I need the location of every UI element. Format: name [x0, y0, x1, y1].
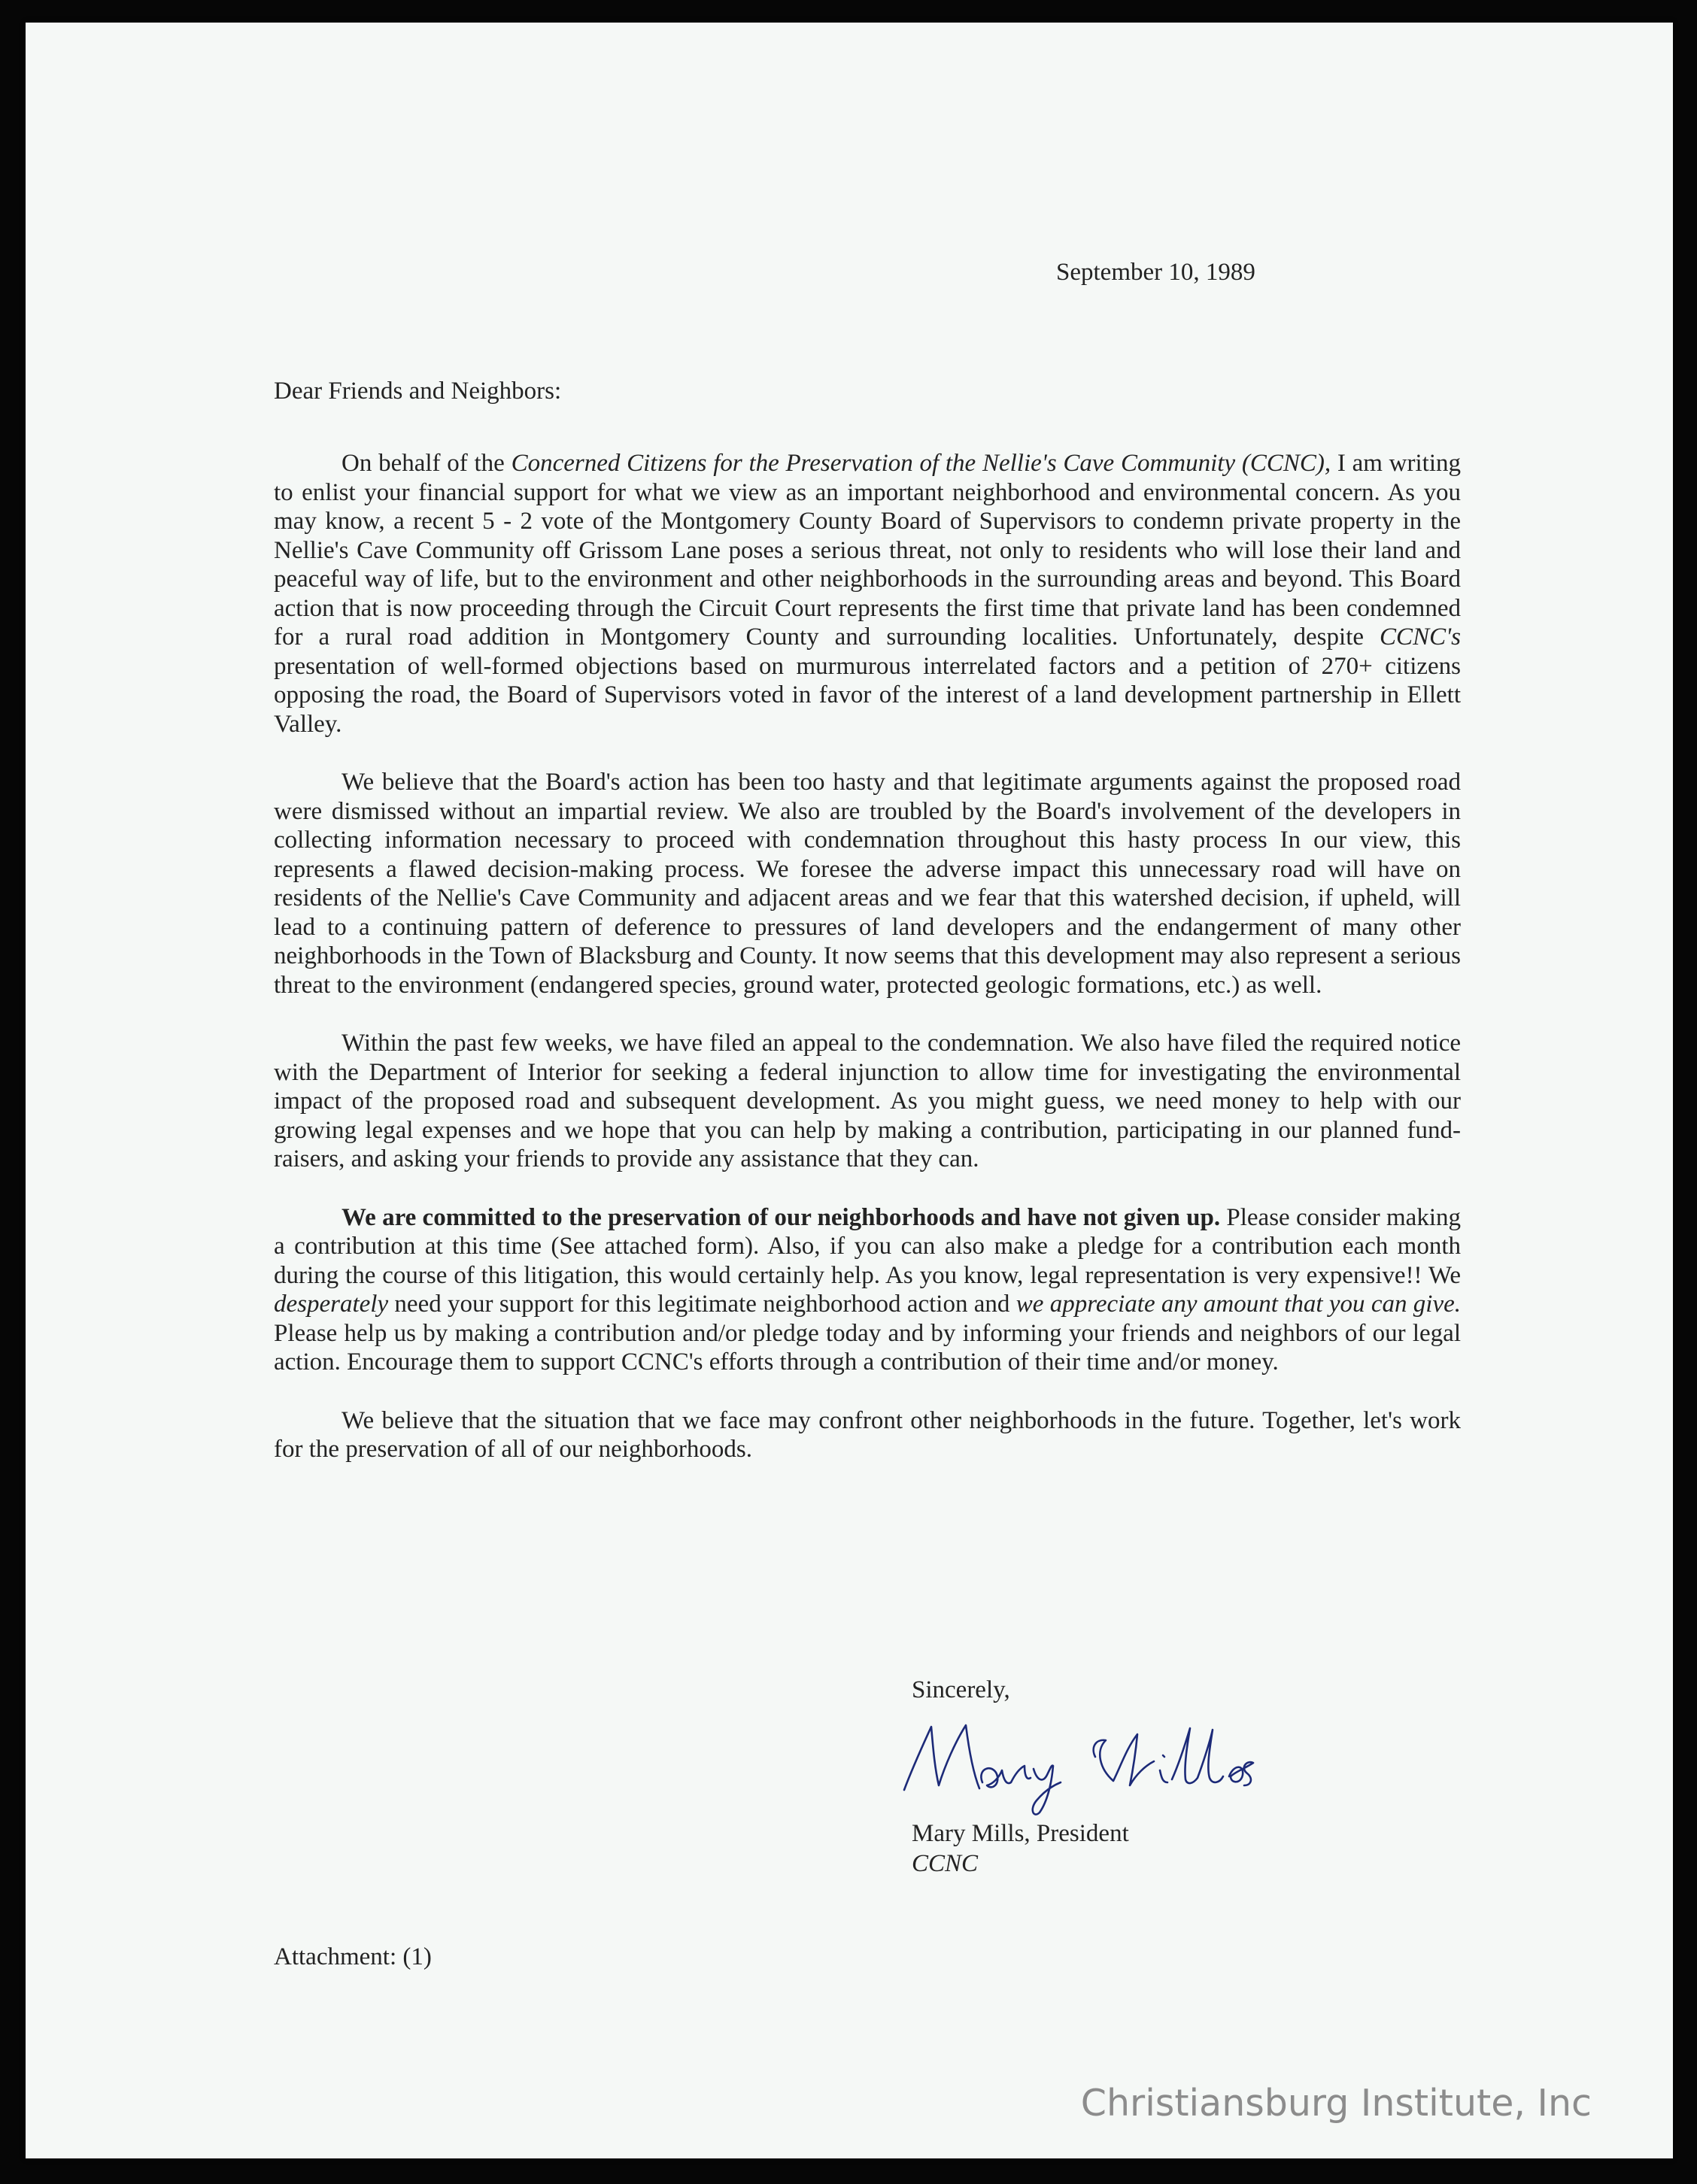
- signer-org: CCNC: [912, 1850, 979, 1877]
- closing: Sincerely,: [912, 1676, 1010, 1703]
- paragraph-5: We believe that the situation that we face may confront other neighborhoods in the future. Together, let's work for the preservation of all of our neighborhoods.: [274, 1406, 1461, 1463]
- ccnc-possessive: CCNC's: [1380, 623, 1461, 651]
- desperately-emphasis: desperately: [274, 1291, 389, 1318]
- letter-page: [26, 23, 1673, 2158]
- letter-paragraphs: [274, 449, 1461, 1464]
- p4-part-c: Please help us by making a contribution and/or pledge today and by informing your friends and neighbors of our legal action. Encourage them to support CCNC's efforts through a contribution of their time and/or money.: [274, 1319, 1461, 1376]
- p4-part-b: need your support for this legitimate neighborhood action and: [388, 1291, 1016, 1318]
- appreciate-emphasis: we appreciate any amount that you can give.: [1015, 1291, 1462, 1318]
- p1-after-org: I am writing to enlist your financial support for what we view as an important neighborhood and environmental concern. As you may know, a recent 5 - 2 vote of the Montgomery County Board of Supervisors to condemn private property in the Nellie's Cave Community off Grissom Lane poses a serious threat, not only to residents who will lose their land and peaceful way of life, but to the environment and other neighborhoods in the surrounding areas and beyond. This Board action that is now proceeding through the Circuit Court represents the first time that private land has been condemned for a rural road addition in Montgomery County and surrounding localities. Unfortunately, despite: [274, 450, 1461, 651]
- paragraph-3: Within the past few weeks, we have filed an appeal to the condemnation. We also have filed the required notice with the Department of Interior for seeking a federal injunction to allow time for investigating the environmental impact of the proposed road and subsequent development. As you might guess, we need money to help with our growing legal expenses and we hope that you can help by making a contribution, participating in our planned fund-raisers, and asking your friends to provide any assistance that they can.: [274, 1030, 1461, 1172]
- p1-rest: presentation of well-formed objections based on murmurous interrelated factors and a petition of 270+ citizens opposing the road, the Board of Supervisors voted in favor of the interest of a land development partnership in Ellett Valley.: [274, 652, 1461, 738]
- letter-date: September 10, 1989: [1056, 259, 1255, 286]
- p4-part-a: Please consider making a contribution at this time (See attached form). Also, if you can also make a pledge for a contribution each month during the course of this litigation, this would certainly help. As you know, legal representation is very expensive!! We: [274, 1203, 1461, 1289]
- paragraph-4: [274, 1203, 1461, 1377]
- commitment-statement: We are committed to the preservation of our neighborhoods and have not given up.: [342, 1203, 1221, 1231]
- p1-intro: On behalf of the: [342, 450, 512, 477]
- paragraph-1: [274, 449, 1461, 739]
- paragraph-2: We believe that the Board's action has been too hasty and that legitimate arguments against the proposed road were dismissed without an impartial review. We also are troubled by the Board's involvement of the developers in collecting information necessary to proceed with condemnation throughout this hasty process In our view, this represents a flawed decision-making process. We foresee the adverse impact this unnecessary road will have on residents of the Nellie's Cave Community and adjacent areas and we fear that this watershed decision, if upheld, will lead to a continuing pattern of deference to pressures of land developers and the endangerment of many other neighborhoods in the Town of Blacksburg and County. It now seems that this development may also represent a serious threat to the environment (endangered species, ground water, protected geologic formations, etc.) as well.: [274, 769, 1461, 999]
- org-full-name: Concerned Citizens for the Preservation of the Nellie's Cave Community (CCNC),: [511, 450, 1331, 477]
- salutation: Dear Friends and Neighbors:: [274, 378, 562, 405]
- archive-watermark: Christiansburg Institute, Inc: [1080, 2082, 1592, 2125]
- signer-block: [912, 1818, 1129, 1879]
- attachment-note: Attachment: (1): [274, 1943, 432, 1970]
- handwritten-signature: [898, 1713, 1319, 1818]
- signer-name: Mary Mills, President: [912, 1820, 1129, 1847]
